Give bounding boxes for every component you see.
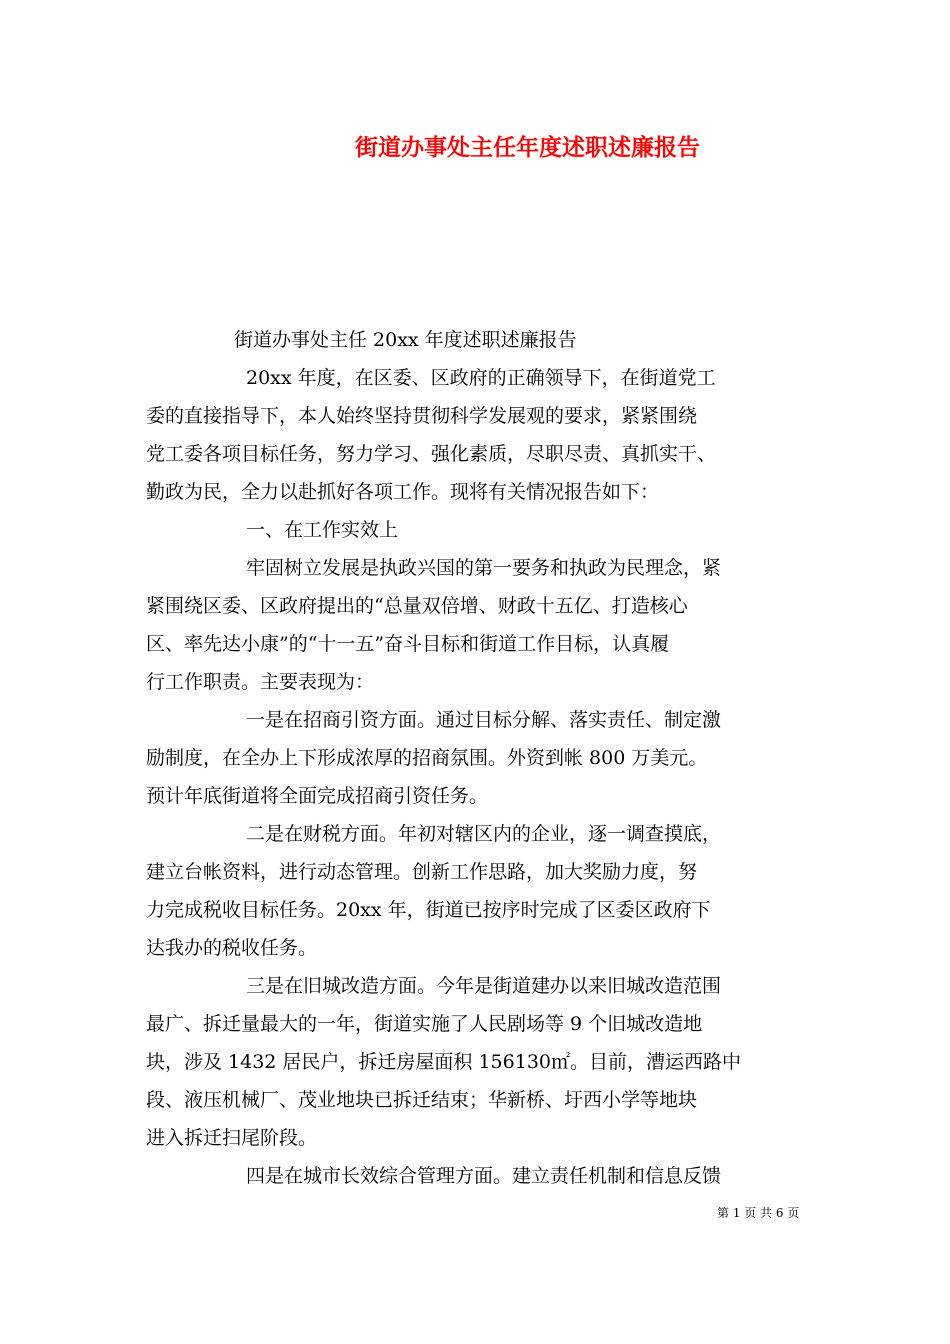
- paragraph-line: 最广、拆迁量最大的一年，街道实施了人民剧场等 9 个旧城改造地: [146, 1013, 703, 1035]
- paragraph-line: 牢固树立发展是执政兴国的第一要务和执政为民理念，紧: [246, 557, 722, 579]
- paragraph-line: 进入拆迁扫尾阶段。: [146, 1127, 318, 1149]
- paragraph-line: 段、液压机械厂、茂业地块已拆迁结束；华新桥、圩西小学等地块: [146, 1089, 698, 1111]
- section-heading: 一、在工作实效上: [246, 519, 399, 541]
- paragraph-line: 紧围绕区委、区政府提出的“总量双倍增、财政十五亿、打造核心: [146, 595, 688, 617]
- paragraph-line: 达我办的税收任务。: [146, 937, 318, 959]
- paragraph-line: 块，涉及 1432 居民户，拆迁房屋面积 156130㎡。目前，漕运西路中: [146, 1051, 742, 1073]
- paragraph-line: 区、率先达小康”的“十一五”奋斗目标和街道工作目标，认真履: [146, 633, 670, 655]
- paragraph-line: 三是在旧城改造方面。今年是街道建办以来旧城改造范围: [246, 975, 722, 997]
- paragraph-line: 20xx 年度，在区委、区政府的正确领导下，在街道党工: [246, 367, 716, 389]
- paragraph-line: 预计年底街道将全面完成招商引资任务。: [146, 785, 489, 807]
- paragraph-line: 力完成税收目标任务。20xx 年，街道已按序时完成了区委区政府下: [146, 899, 711, 921]
- paragraph-line: 二是在财税方面。年初对辖区内的企业，逐一调查摸底，: [246, 823, 722, 845]
- paragraph-line: 行工作职责。主要表现为：: [146, 671, 375, 693]
- page-title: 街道办事处主任年度述职述廉报告: [355, 134, 700, 161]
- paragraph-line: 党工委各项目标任务，努力学习、强化素质，尽职尽责、真抓实干、: [146, 443, 717, 465]
- paragraph-line: 建立台帐资料，进行动态管理。创新工作思路，加大奖励力度，努: [146, 861, 698, 883]
- paragraph-line: 一是在招商引资方面。通过目标分解、落实责任、制定激: [246, 709, 722, 731]
- paragraph-line: 勤政为民，全力以赴抓好各项工作。现将有关情况报告如下：: [146, 481, 660, 503]
- page-number: 第 1 页 共 6 页: [717, 1206, 800, 1220]
- paragraph-line: 四是在城市长效综合管理方面。建立责任机制和信息反馈: [246, 1165, 722, 1187]
- paragraph-line: 励制度，在全办上下形成浓厚的招商氛围。外资到帐 800 万美元。: [146, 747, 708, 769]
- paragraph-line: 委的直接指导下，本人始终坚持贯彻科学发展观的要求，紧紧围绕: [146, 405, 698, 427]
- report-subtitle: 街道办事处主任 20xx 年度述职述廉报告: [234, 329, 577, 351]
